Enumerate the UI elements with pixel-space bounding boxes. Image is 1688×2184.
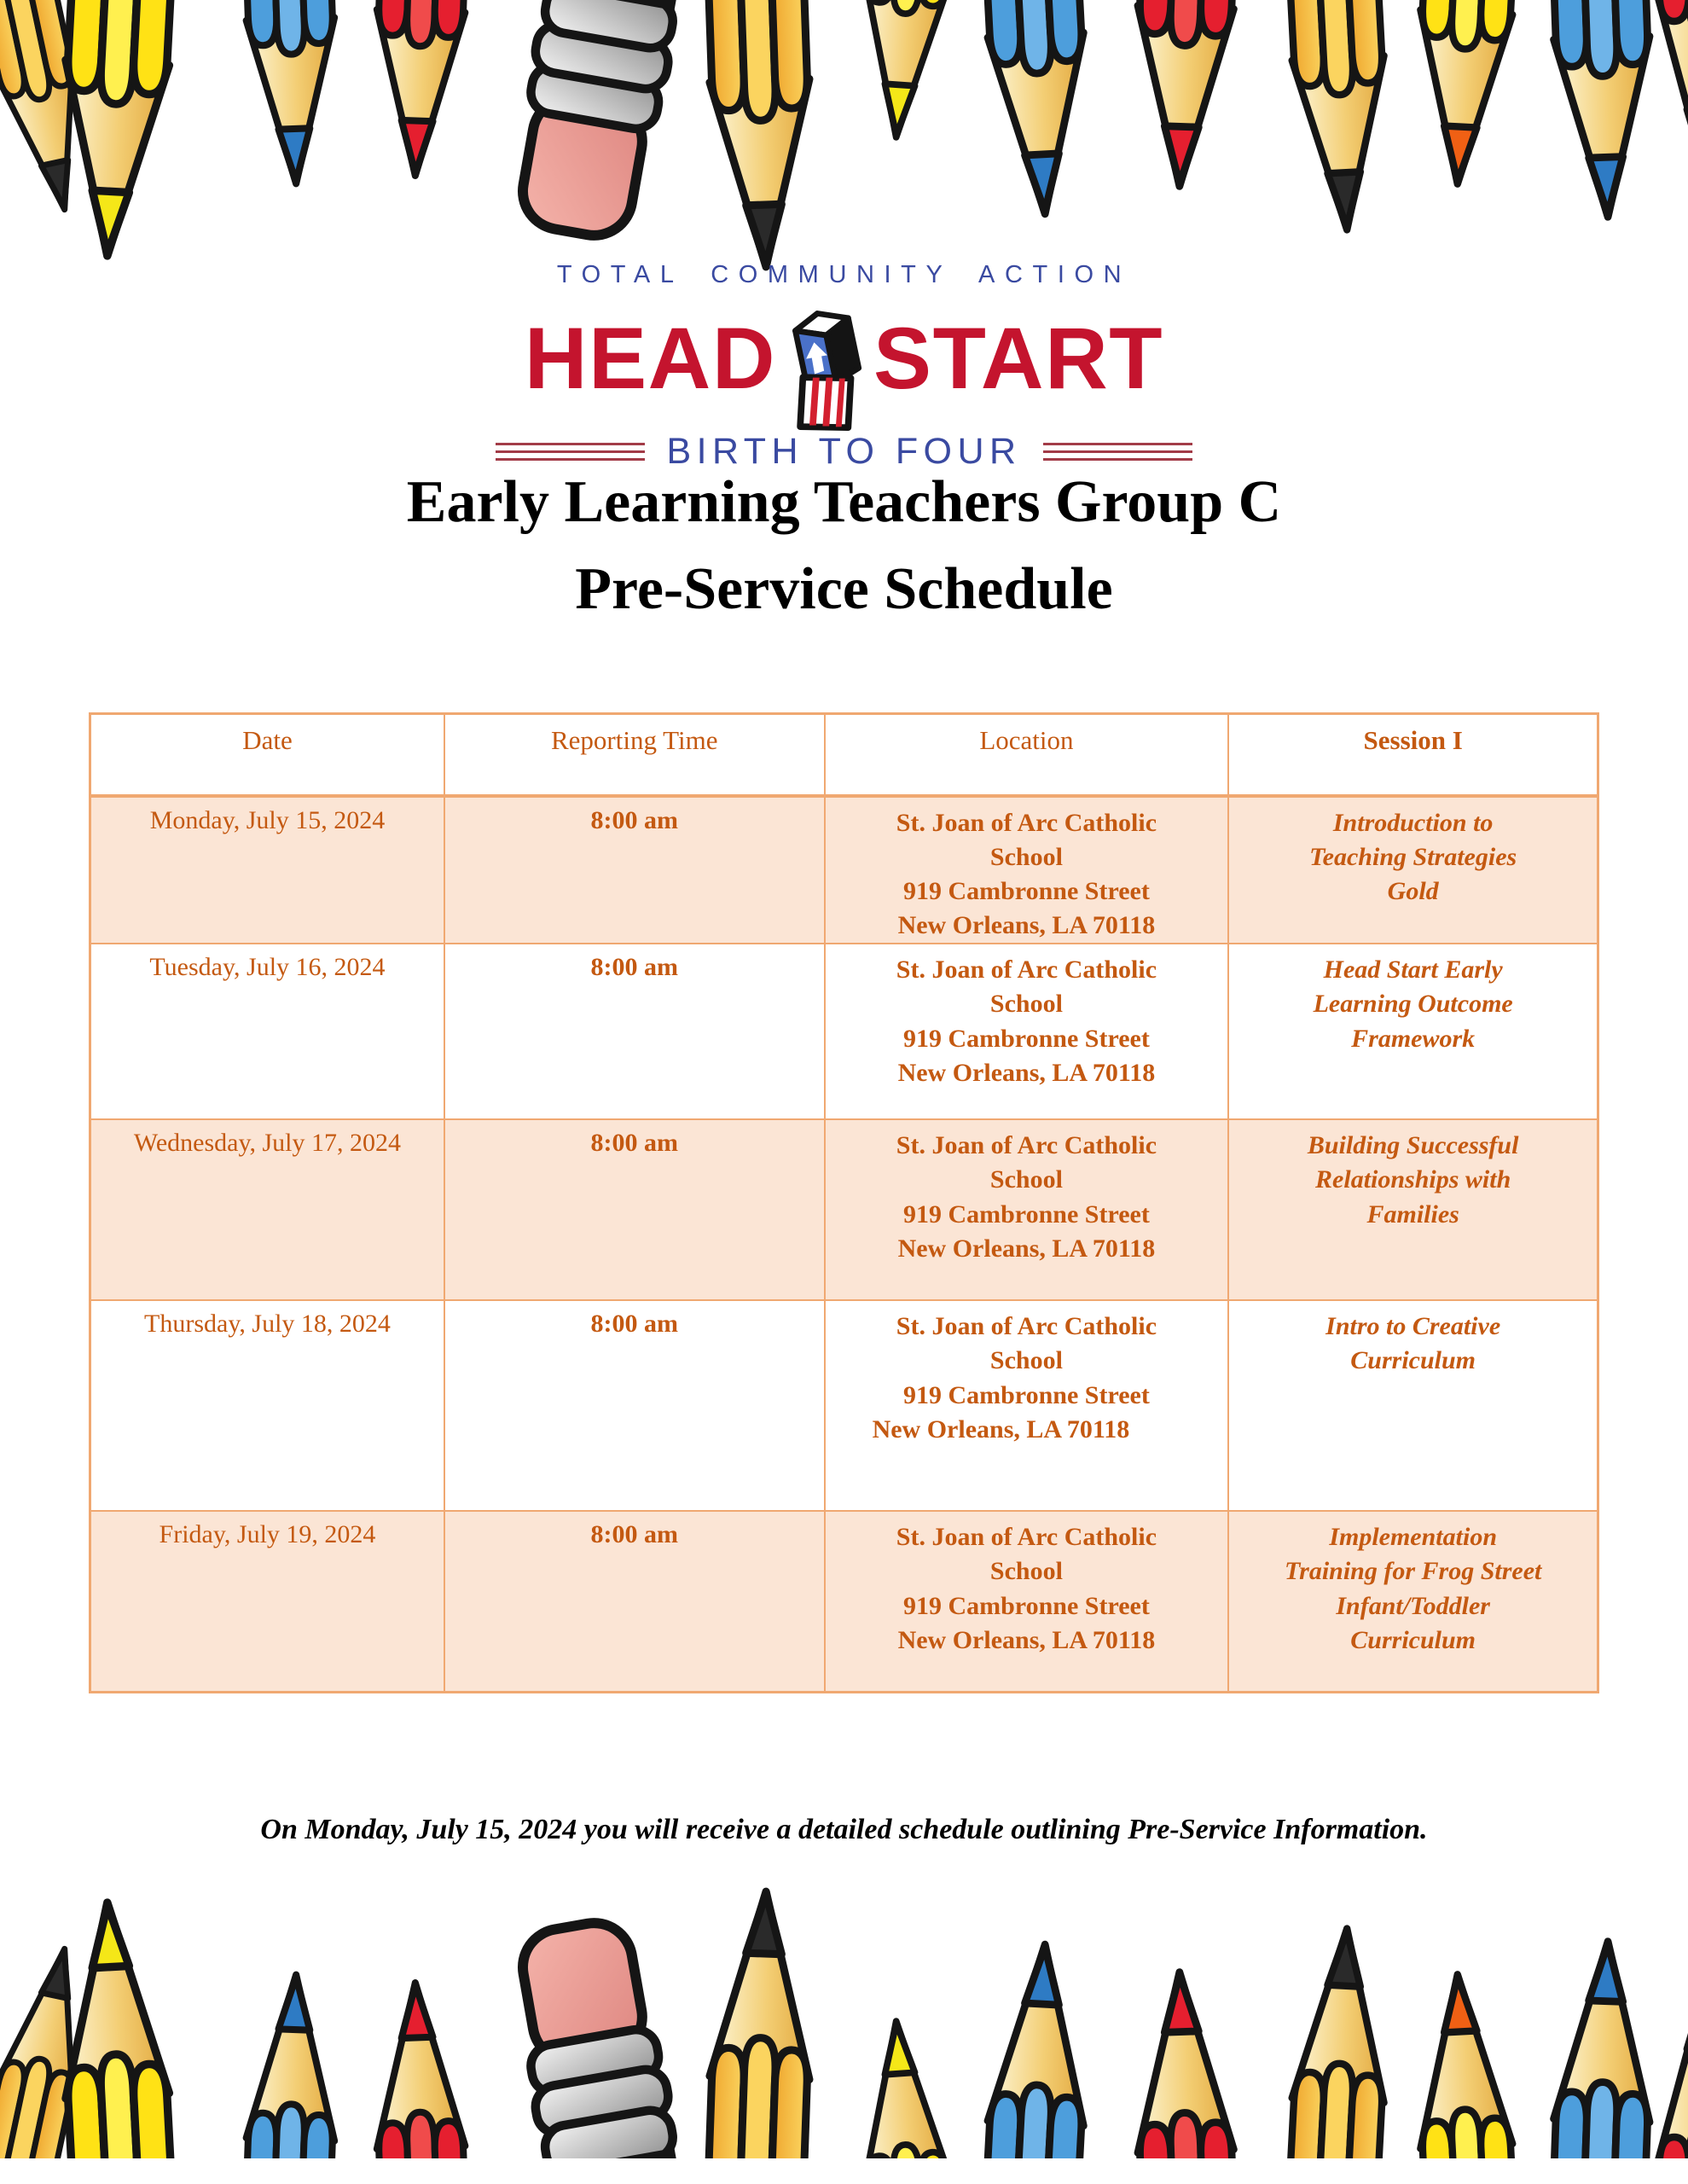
date-cell: Friday, July 19, 2024 [90, 1511, 444, 1692]
schedule-row [90, 1300, 1598, 1511]
session-cell: Head Start Early Learning Outcome Framework [1228, 944, 1598, 1119]
date-cell: Tuesday, July 16, 2024 [90, 944, 444, 1119]
schedule-table [89, 712, 1599, 1693]
schedule-row [90, 796, 1598, 944]
footer-note: On Monday, July 15, 2024 you will receive a detailed schedule outlining Pre-Service Information. [260, 1814, 1428, 1845]
table-header-row [90, 714, 1598, 796]
tagline-rule-left [496, 443, 645, 461]
pencil-border-top [0, 0, 1688, 273]
reporting-time-cell: 8:00 am [444, 1300, 825, 1511]
reporting-time-cell: 8:00 am [444, 944, 825, 1119]
schedule-row [90, 944, 1598, 1119]
schedule-row [90, 1119, 1598, 1300]
location-cell: St. Joan of Arc Catholic School 919 Cambronne Street New Orleans, LA 70118 [825, 944, 1229, 1119]
reporting-time-cell: 8:00 am [444, 1511, 825, 1692]
schedule-row [90, 1511, 1598, 1692]
page-title-line2: Pre-Service Schedule [575, 555, 1113, 622]
logo-word-start: START [873, 309, 1164, 407]
location-cell: St. Joan of Arc Catholic School 919 Cambronne Street New Orleans, LA 70118 [825, 1511, 1229, 1692]
date-cell: Thursday, July 18, 2024 [90, 1300, 444, 1511]
page-title-line1: Early Learning Teachers Group C [406, 469, 1282, 535]
session-cell: Intro to Creative Curriculum [1228, 1300, 1598, 1511]
session-cell: Introduction to Teaching Strategies Gold [1228, 796, 1598, 944]
page-title [0, 459, 1688, 632]
logo-head-start [0, 289, 1688, 427]
logo-tagline-text: BIRTH TO FOUR [666, 431, 1022, 472]
header-location: Location [825, 714, 1229, 796]
organization-logo [0, 261, 1688, 473]
reporting-time-cell: 8:00 am [444, 1119, 825, 1300]
location-cell: St. Joan of Arc Catholic School 919 Cambronne Street New Orleans, LA 70118 [825, 1119, 1229, 1300]
date-cell: Wednesday, July 17, 2024 [90, 1119, 444, 1300]
logo-word-head: HEAD [524, 309, 777, 407]
location-cell: St. Joan of Arc Catholic School 919 Cambronne Street New Orleans, LA 70118 [825, 796, 1229, 944]
session-cell: Building Successful Relationships with Families [1228, 1119, 1598, 1300]
date-cell: Monday, July 15, 2024 [90, 796, 444, 944]
reporting-time-cell: 8:00 am [444, 796, 825, 944]
header-date: Date [90, 714, 444, 796]
session-cell: Implementation Training for Frog Street Infant/Toddler Curriculum [1228, 1511, 1598, 1692]
tagline-rule-right [1043, 443, 1192, 461]
toy-blocks-icon [774, 301, 875, 439]
logo-org-name: TOTAL COMMUNITY ACTION [556, 261, 1132, 288]
location-cell: St. Joan of Arc Catholic School 919 Cambronne Street New Orleans, LA 70118 [825, 1300, 1229, 1511]
pencil-border-bottom [0, 1885, 1688, 2158]
header-session: Session I [1228, 714, 1598, 796]
header-reporting-time: Reporting Time [444, 714, 825, 796]
